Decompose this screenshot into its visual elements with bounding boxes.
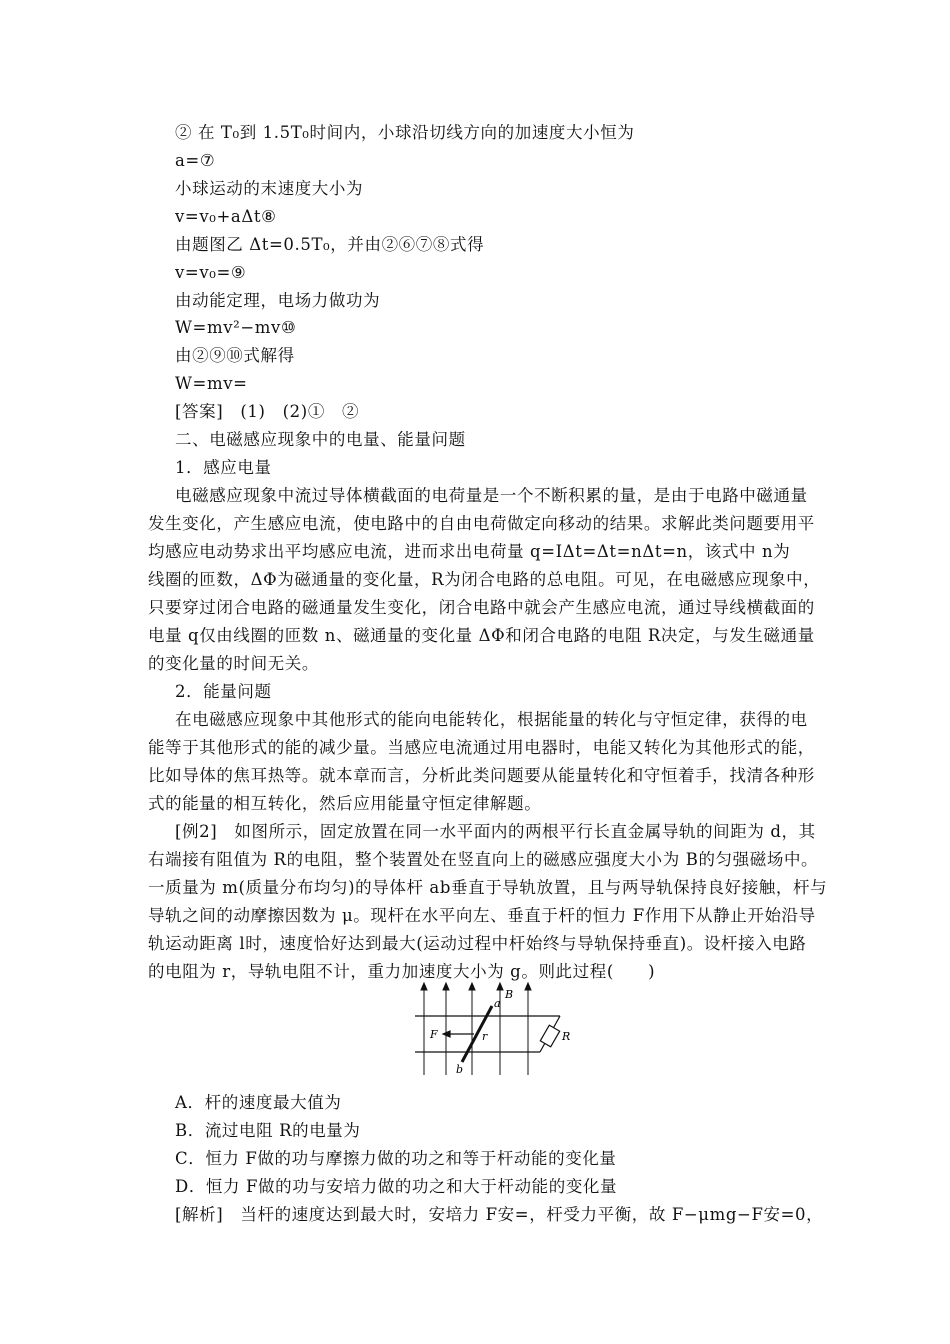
example-line: [例2] 如图所示，固定放置在同一水平面内的两根平行长直金属导轨的间距为 d，其 [175, 822, 816, 841]
force-arrow [443, 1031, 474, 1037]
answer-line: [答案] (1) (2)① ② [175, 402, 360, 421]
text-line: v=v₀+aΔt⑧ [175, 207, 277, 226]
label-r: r [482, 1030, 488, 1043]
subsection-heading: 1．感应电量 [175, 458, 272, 477]
text-line: 轨运动距离 l时，速度恰好达到最大(运动过程中杆始终与导轨保持垂直)。设杆接入电路 [148, 934, 807, 953]
rail-diagram [410, 980, 585, 1080]
option-b: B．流过电阻 R的电量为 [175, 1121, 361, 1140]
circuit-figure [410, 980, 585, 1080]
analysis-line: [解析] 当杆的速度达到最大时，安培力 F安=，杆受力平衡，故 F−μmg−F安=0， [175, 1205, 824, 1224]
text-line: a=⑦ [175, 151, 216, 170]
section-heading: 二、电磁感应现象中的电量、能量问题 [175, 430, 466, 449]
option-d: D．恒力 F做的功与安培力做的功之和大于杆动能的变化量 [175, 1177, 618, 1196]
label-F: F [430, 1028, 438, 1041]
text-line: 由题图乙 Δt=0.5T₀，并由②⑥⑦⑧式得 [175, 235, 485, 254]
text-line: 电磁感应现象中流过导体横截面的电荷量是一个不断积累的量，是由于电路中磁通量 [175, 486, 808, 505]
text-line: 式的能量的相互转化，然后应用能量守恒定律解题。 [148, 794, 542, 813]
text-line: 均感应电动势求出平均感应电流，进而求出电荷量 q=IΔt=Δt=nΔt=n，该式中 n为 [148, 542, 791, 561]
text-line: 一质量为 m(质量分布均匀)的导体杆 ab垂直于导轨放置，且与两导轨保持良好接触，杆与 [148, 878, 828, 897]
text-line: 线圈的匝数，ΔΦ为磁通量的变化量，R为闭合电路的总电阻。可见，在电磁感应现象中， [148, 570, 821, 589]
label-b: b [456, 1063, 464, 1076]
option-c: C．恒力 F做的功与摩擦力做的功之和等于杆动能的变化量 [175, 1149, 617, 1168]
text-line: 右端接有阻值为 R的电阻，整个装置处在竖直向上的磁感应强度大小为 B的匀强磁场中。 [148, 850, 819, 869]
label-B: B [505, 988, 514, 1001]
text-line: 的变化量的时间无关。 [148, 654, 319, 673]
text-line: ② 在 T₀到 1.5T₀时间内，小球沿切线方向的加速度大小恒为 [175, 123, 635, 142]
text-line: 在电磁感应现象中其他形式的能向电能转化，根据能量的转化与守恒定律，获得的电 [175, 710, 808, 729]
resistor-symbol [540, 1025, 559, 1047]
text-line: 发生变化，产生感应电流，使电路中的自由电荷做定向移动的结果。求解此类问题要用平 [148, 514, 815, 533]
text-line: v=v₀=⑨ [175, 263, 247, 282]
option-a: A．杆的速度最大值为 [175, 1093, 342, 1112]
text-line: 电量 q仅由线圈的匝数 n、磁通量的变化量 ΔΦ和闭合电路的电阻 R决定，与发生磁通量 [148, 626, 815, 645]
text-line: 由②⑨⑩式解得 [175, 346, 295, 365]
text-line: 由动能定理，电场力做功为 [175, 291, 381, 310]
text-line: W=mv= [175, 374, 248, 393]
text-line: 比如导体的焦耳热等。就本章而言，分析此类问题要从能量转化和守恒着手，找清各种形 [148, 766, 815, 785]
subsection-heading: 2．能量问题 [175, 682, 272, 701]
text-line: 的电阻为 r，导轨电阻不计，重力加速度大小为 g。则此过程( ) [148, 962, 656, 981]
text-line: 能等于其他形式的能的减少量。当感应电流通过用电器时，电能又转化为其他形式的能， [148, 738, 815, 757]
text-line: 只要穿过闭合电路的磁通量发生变化，闭合电路中就会产生感应电流，通过导线横截面的 [148, 598, 815, 617]
text-line: 小球运动的末速度大小为 [175, 179, 364, 198]
label-R: R [562, 1030, 571, 1043]
label-a: a [494, 997, 501, 1010]
text-line: W=mv²−mv⑩ [175, 318, 297, 337]
text-line: 导轨之间的动摩擦因数为 μ。现杆在水平向左、垂直于杆的恒力 F作用下从静止开始沿导 [148, 906, 816, 925]
